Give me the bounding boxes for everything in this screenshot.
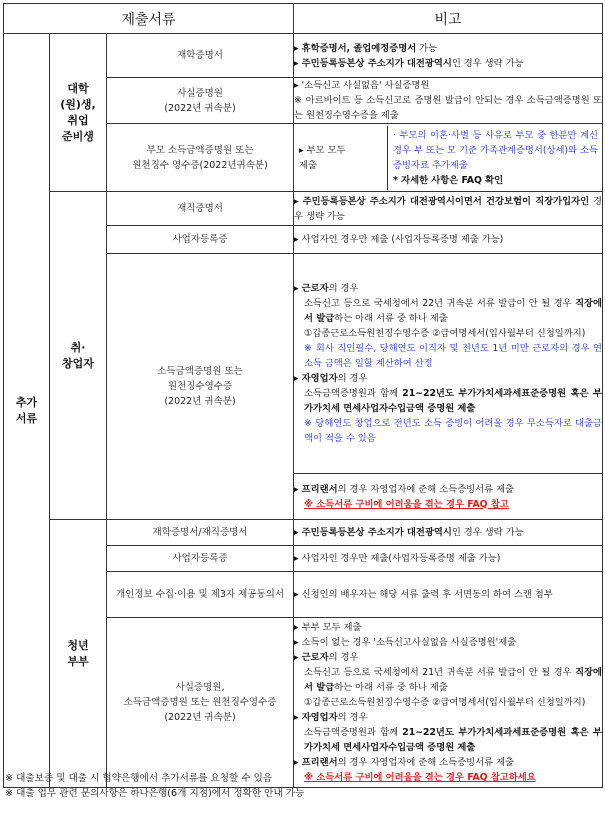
remark-text: 인 경우 생략 가능 (451, 527, 524, 538)
remark-line (294, 416, 602, 446)
remark-text: · 부모의 이혼·사별 등 사유로 부모 중 한분만 계신 경우 부 또는 모 기준 가족관계증명서(상세)와 소득증빙자료 추가제출 (393, 129, 599, 171)
remark-text: 주민등록등본상 주소지가 대전광역시이면서 건강보험이 직장가입자인 (302, 195, 590, 207)
remark-text: 소득신고 등으로 국세청에서 21년 귀속분 서류 발급이 안 될 경우 (304, 667, 576, 678)
remark-text: 부부 모두 제출 (301, 622, 362, 633)
remark-text: 근로자 (301, 283, 329, 294)
remark-cell (294, 520, 603, 546)
remark-line (393, 173, 598, 188)
remark-text: ※ 당해연도 창업으로 전년도 소득 증빙이 어려울 경우 무소득자로 대출금액이 적을 수 있음 (304, 418, 603, 444)
remark-line: ▸ 휴학증명서, 졸업예정증명서 가능 (294, 42, 438, 54)
remark-text: 소득신고 등으로 국세청에서 22년 귀속분 서류 발급이 안 될 경우 (304, 298, 576, 309)
remark-line (294, 326, 602, 341)
document-name: 사업자등록증 (107, 546, 294, 572)
document-name: 재직증명서 (107, 192, 294, 226)
remark-line: ▸ 주민등록등본상 주소지가 대전광역시인 경우 생략 가능 (294, 57, 524, 69)
remark-target: ▸ 부모 모두 제출 (294, 126, 388, 190)
remark-line (294, 296, 602, 326)
remark-line: ▸ 소득이 없는 경우 '소득신고사실없음 사실증명원'제출 (294, 637, 517, 648)
document-name: 사실증명원, 소득금액증명원 또는 원천징수영수증 (2022년 귀속분) (107, 618, 294, 788)
remark-text: 신청인의 배우자는 해당 서류 출력 후 서면동의 하여 스캔 첨부 (301, 589, 553, 600)
remark-text: 의 경우 자영업자에 준해 소득증빙서류 제출 (337, 483, 515, 495)
group-label: 대학 (원)생, 취업 준비생 (50, 34, 107, 192)
remark-text: 주민등록등본상 주소지가 대전광역시 (301, 57, 452, 69)
remark-text: 하는 아래 서류 중 하나 제출 (334, 682, 448, 693)
remark-text: 아르바이트 등 소득신고로 증명원 발급이 안되는 경우 소득금액증명원 또는 원천징수영수증을 제출 (294, 95, 603, 121)
remark-cell (294, 124, 603, 192)
remark-text: 의 경우 (328, 652, 359, 663)
remark-text: 의 경우 (328, 283, 359, 294)
remark-text: ①갑종근로소득원천징수영수증 ②급여명세서(입사월부터 신청일까지) (304, 328, 586, 339)
remark-cell (294, 78, 603, 124)
remark-text: 근로자 (301, 652, 329, 663)
remark-text: 휴학증명서, 졸업예정증명서 (301, 42, 417, 54)
remark-line: ▸ 프리랜서의 경우 자영업자에 준해 소득증빙서류 제출 (294, 483, 515, 495)
remark-text: ※ 소득서류 구비에 어려움을 겪는 경우 FAQ 참고 (304, 498, 509, 510)
remark-line: ▸ 주민등록등본상 주소지가 대전광역시인 경우 생략 가능 (294, 527, 524, 538)
remark-line (294, 725, 602, 755)
remark-line: ▸ 자영업자의 경우 (294, 712, 368, 723)
header-documents: 제출서류 (4, 4, 294, 34)
header-remarks: 비고 (294, 4, 603, 34)
remark-text: 프리랜서 (301, 757, 338, 768)
remark-line: ▸ 신청인의 배우자는 해당 서류 출력 후 서면동의 하여 스캔 첨부 (294, 589, 553, 600)
document-name: 개인정보 수집·이용 및 제3자 제공동의서 (107, 572, 294, 618)
remark-text: ①갑종근로소득원천징수영수증 ②급여명세서(입사월부터 신청일까지) (304, 697, 586, 708)
document-name: 소득금액증명원 또는 원천징수영수증 (2022년 귀속분) (107, 254, 294, 520)
remark-text: 가능 (416, 42, 438, 54)
remark-line: ▸ 프리랜서의 경우 자영업자에 준해 소득증빙서류 제출 (294, 757, 515, 768)
footnote: ※ 대출 업무 관련 문의사항은 하나은행(6개 지점)에서 정확한 안내 가능 (5, 788, 305, 799)
remark-line: ▸ 사업자인 경우만 제출(사업자등록증명 제출 가능) (294, 553, 501, 564)
document-name: 사실증명원 (2022년 귀속분) (107, 78, 294, 124)
remark-text: 인 경우 생략 가능 (451, 57, 524, 69)
remark-text: 소득이 없는 경우 '소득신고사실없음 사실증명원'제출 (301, 637, 517, 648)
remark-text: ※ 회사 직인필수, 당해연도 이직자 및 전년도 1년 미만 근로자의 경우 연소득 금액은 일할 계산하여 산정 (304, 343, 603, 369)
remark-cell (294, 572, 603, 618)
remark-text: 직장에서 발급 (304, 298, 603, 324)
table-row (4, 192, 603, 226)
remark-text: 의 경우 자영업자에 준해 소득증빙서류 제출 (337, 757, 515, 768)
remark-cell (294, 254, 603, 474)
remark-text: 프리랜서 (301, 483, 338, 495)
remark-line (393, 128, 598, 173)
remark-line (294, 386, 602, 416)
remark-text: 의 경우 (337, 712, 368, 723)
remark-text: 사업자인 경우만 제출(사업자등록증명 제출 가능) (301, 553, 501, 564)
remark-text: 21~22년도 부가가치세과세표준증명원 혹은 부가가치세 면세사업자수입금액 증명원 제출 (304, 388, 603, 414)
document-name: 사업자등록증 (107, 226, 294, 254)
remark-text: 소득금액증명원과 함께 (304, 388, 403, 399)
document-name: 부모 소득금액증명원 또는 원천징수 영수증(2022년귀속분) (107, 124, 294, 192)
remark-text: 직장에서 발급 (304, 667, 603, 693)
remark-line: ▸ 주민등록등본상 주소지가 대전광역시이면서 건강보험이 직장가입자인 경우 생략 가능 (294, 195, 603, 222)
remark-text: 경우 생략 가능 (294, 195, 603, 222)
remark-line (294, 695, 602, 710)
remark-text: 하는 아래 서류 중 하나 제출 (334, 313, 448, 324)
remark-line: ▸ 사업자인 경우만 제출 (사업자등록증명 제출 가능) (294, 234, 504, 245)
remark-text: 주민등록등본상 주소지가 대전광역시 (301, 527, 452, 538)
footnotes (5, 771, 304, 801)
remark-cell (294, 474, 603, 520)
document-name: 재학증명서 (107, 34, 294, 78)
section-label: 추가 서류 (4, 34, 50, 788)
remark-line: ▸ 근로자의 경우 (294, 652, 359, 663)
remark-text: 소득금액증명원과 함께 (304, 727, 403, 738)
remark-line: ※ 아르바이트 등 소득신고로 증명원 발급이 안되는 경우 소득금액증명원 또는 원천징수영수증을 제출 (294, 95, 603, 121)
remark-line (294, 770, 602, 785)
remark-cell (294, 192, 603, 226)
remark-line: ▸ '소득신고 사실없음' 사실증명원 (294, 80, 430, 91)
remark-text: 21~22년도 부가가치세과세표준증명원 혹은 부가가치세 면세사업자수입금액 증명원 제출 (304, 727, 603, 753)
table-row (4, 34, 603, 78)
remark-line: ▸ 자영업자의 경우 (294, 373, 368, 384)
document-name: 재학증명서/재직증명서 (107, 520, 294, 546)
remark-line (294, 665, 602, 695)
footnote: ※ 대출보증 및 대출 시 협약은행에서 추가서류를 요청할 수 있음 (5, 773, 273, 784)
remark-line (294, 341, 602, 371)
document-table (3, 3, 603, 788)
remark-cell (294, 546, 603, 572)
remark-text: ※ 소득서류 구비에 어려움을 겪는 경우 FAQ 참고하세요 (304, 772, 536, 783)
remark-cell (294, 226, 603, 254)
remark-line: ▸ 부부 모두 제출 (294, 622, 362, 633)
remark-text: 사업자인 경우만 제출 (사업자등록증명 제출 가능) (301, 234, 504, 245)
table-row (4, 520, 603, 546)
remark-text: 의 경우 (337, 373, 368, 384)
remark-text: * 자세한 사항은 FAQ 확인 (393, 174, 504, 186)
group-label: 청년 부부 (50, 520, 107, 788)
remark-text: 자영업자 (301, 373, 338, 384)
remark-text: '소득신고 사실없음' 사실증명원 (301, 80, 430, 91)
remark-cell (294, 34, 603, 78)
remark-cell (294, 618, 603, 788)
group-label: 취· 창업자 (50, 192, 107, 520)
remark-line (294, 497, 602, 512)
remark-text: 자영업자 (301, 712, 338, 723)
remark-line: ▸ 근로자의 경우 (294, 283, 359, 294)
